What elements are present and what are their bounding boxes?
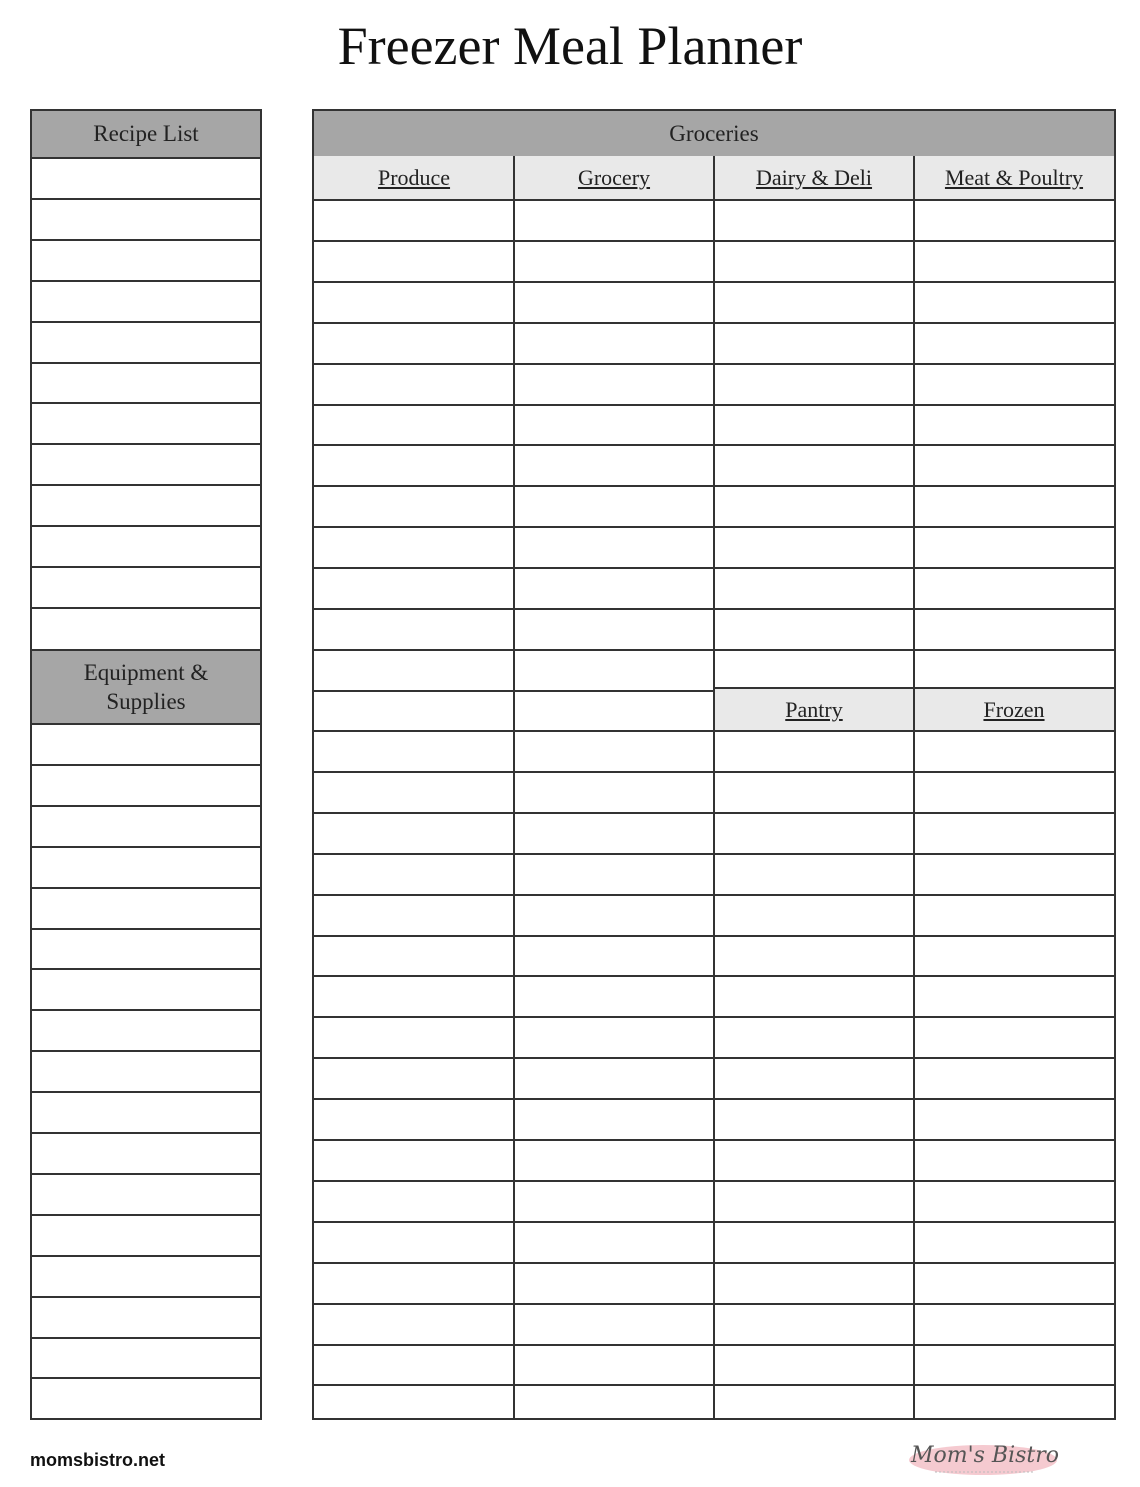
grocery-row-line <box>314 1262 1114 1264</box>
recipe-row-line <box>32 402 260 404</box>
grocery-row-line <box>314 526 1114 528</box>
left-panel <box>30 109 262 1420</box>
groceries-header <box>314 111 1114 158</box>
equipment-row-line <box>32 1255 260 1257</box>
equipment-row-line <box>32 1050 260 1052</box>
equipment-row-line <box>32 968 260 970</box>
grocery-row-line <box>314 485 1114 487</box>
grocery-row-line <box>314 1139 1114 1141</box>
recipe-row-line <box>32 566 260 568</box>
grocery-row-line <box>314 730 714 732</box>
recipe-row-line <box>32 198 260 200</box>
equipment-header-label: Equipment & Supplies <box>83 660 209 714</box>
grocery-row-line <box>314 935 1114 937</box>
recipe-row-line <box>32 443 260 445</box>
equipment-row-line <box>32 764 260 766</box>
equipment-row-line <box>32 1296 260 1298</box>
grocery-row-line <box>314 1344 1114 1346</box>
recipe-row-line <box>32 362 260 364</box>
equipment-row-line <box>32 928 260 930</box>
grocery-row-line <box>314 894 1114 896</box>
column-header-frozen-label: Frozen <box>983 696 1045 722</box>
footer-site: momsbistro.net <box>30 1450 166 1470</box>
grocery-row-line <box>314 649 1114 651</box>
grocery-row-line <box>314 444 1114 446</box>
groceries-header-label: Groceries <box>669 120 759 146</box>
recipe-row-line <box>32 280 260 282</box>
grocery-row-line <box>314 1057 1114 1059</box>
grocery-row-line <box>314 363 1114 365</box>
grocery-row-line <box>314 322 1114 324</box>
column-header-grocery <box>514 156 714 201</box>
grocery-row-line <box>314 1180 1114 1182</box>
moms-bistro-logo <box>905 1436 1065 1482</box>
column-header-pantry <box>714 687 914 732</box>
recipe-row-line <box>32 607 260 609</box>
grocery-row-line <box>314 1016 1114 1018</box>
grocery-row-line <box>314 240 1114 242</box>
equipment-row-line <box>32 846 260 848</box>
recipe-row-line <box>32 321 260 323</box>
recipe-list-header-label: Recipe List <box>93 121 199 146</box>
recipe-row-line <box>32 525 260 527</box>
column-header-produce <box>314 156 514 201</box>
recipe-row-line <box>32 239 260 241</box>
column-divider <box>713 156 715 1418</box>
recipe-row-line <box>32 484 260 486</box>
column-header-pantry-label: Pantry <box>785 696 843 722</box>
grocery-row-line <box>314 1303 1114 1305</box>
column-header-grocery-label: Grocery <box>577 164 651 190</box>
grocery-row-line <box>314 853 1114 855</box>
equipment-row-line <box>32 1173 260 1175</box>
recipe-list-header <box>32 111 260 159</box>
equipment-row-line <box>32 1009 260 1011</box>
column-header-dairy-deli <box>714 156 914 201</box>
equipment-row-line <box>32 1377 260 1379</box>
column-header-produce-label: Produce <box>377 164 451 190</box>
column-header-meat-poultry <box>914 156 1114 201</box>
grocery-row-line <box>314 1384 1114 1386</box>
column-divider <box>913 156 915 1418</box>
logo-text: Mom's Bistro <box>910 1443 1060 1468</box>
page-title: Freezer Meal Planner <box>337 16 803 76</box>
grocery-row-line <box>314 281 1114 283</box>
equipment-header <box>32 649 260 725</box>
column-divider <box>513 156 515 1418</box>
grocery-row-line <box>314 404 1114 406</box>
grocery-row-line <box>314 608 1114 610</box>
column-header-meat-poultry-label: Meat & Poultry <box>944 164 1084 190</box>
grocery-row-line <box>314 975 1114 977</box>
column-header-dairy-deli-label: Dairy & Deli <box>755 164 873 190</box>
column-header-frozen <box>914 687 1114 732</box>
equipment-row-line <box>32 1214 260 1216</box>
groceries-panel <box>312 109 1116 1420</box>
equipment-row-line <box>32 1091 260 1093</box>
equipment-row-line <box>32 805 260 807</box>
grocery-row-line <box>314 812 1114 814</box>
grocery-row-line <box>314 567 1114 569</box>
grocery-row-line <box>314 771 1114 773</box>
grocery-row-line <box>314 690 714 692</box>
equipment-row-line <box>32 1337 260 1339</box>
equipment-row-line <box>32 887 260 889</box>
grocery-row-line <box>314 1098 1114 1100</box>
equipment-row-line <box>32 1132 260 1134</box>
grocery-row-line <box>314 1221 1114 1223</box>
